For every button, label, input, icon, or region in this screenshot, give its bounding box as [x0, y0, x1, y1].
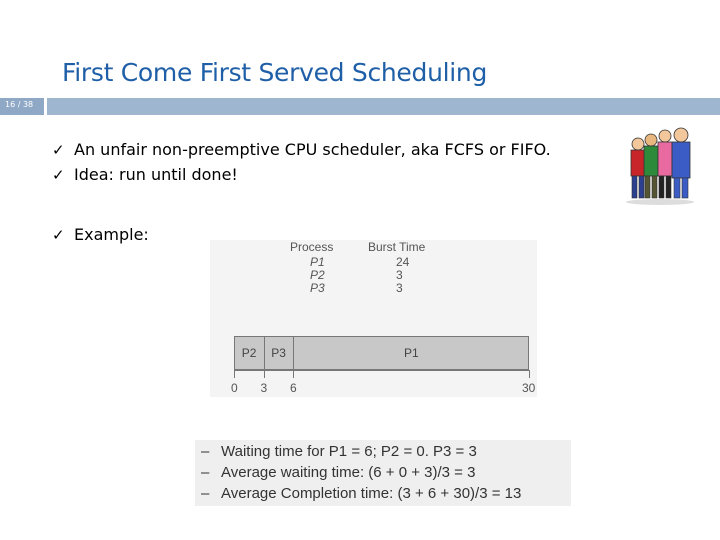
- gantt-tick: [293, 370, 294, 378]
- fcfs-example-figure: [210, 240, 537, 397]
- dash-bullet: –: [201, 443, 210, 460]
- burst-cell: 24: [396, 255, 410, 269]
- burst-cell: 3: [396, 281, 403, 295]
- waiting-times-line: [201, 443, 477, 460]
- gantt-segment-label: P3: [271, 346, 286, 360]
- checkmark-icon: ✓: [52, 226, 65, 244]
- bullet-1-text: An unfair non-preemptive CPU scheduler, aka FCFS or FIFO.: [74, 140, 551, 159]
- waiting-times-text: Waiting time for P1 = 6; P2 = 0. P3 = 3: [221, 443, 477, 460]
- bullet-3-text: Example:: [74, 225, 149, 244]
- gantt-segment-p1: [294, 337, 530, 369]
- dash-bullet: –: [201, 464, 210, 481]
- gantt-tick-label: 0: [231, 381, 238, 395]
- average-completion-text: Average Completion time: (3 + 6 + 30)/3 = 13: [221, 485, 522, 502]
- process-cell: P1: [310, 255, 325, 269]
- gantt-axis: [234, 370, 529, 371]
- gantt-tick-label: 30: [522, 381, 536, 395]
- process-cell: P3: [310, 281, 325, 295]
- title-underline-bar: [47, 98, 720, 115]
- burst-time-header: Burst Time: [368, 240, 426, 254]
- gantt-segment-p2: [235, 337, 265, 369]
- bullet-1: [52, 140, 551, 159]
- bullet-3: [52, 225, 149, 244]
- burst-cell: 3: [396, 268, 403, 282]
- people-queue-clipart: [624, 126, 696, 206]
- average-waiting-text: Average waiting time: (6 + 0 + 3)/3 = 3: [221, 464, 476, 481]
- process-header: Process: [290, 240, 334, 254]
- gantt-segment-label: P2: [241, 346, 257, 360]
- average-completion-line: [201, 485, 521, 502]
- gantt-tick: [529, 370, 530, 378]
- gantt-tick: [264, 370, 265, 378]
- gantt-tick-label: 3: [260, 381, 268, 395]
- gantt-segment-label: P1: [404, 346, 419, 360]
- gantt-segment-p3: [265, 337, 295, 369]
- checkmark-icon: ✓: [52, 166, 65, 184]
- results-box: [195, 440, 571, 506]
- gantt-tick-label: 6: [290, 381, 297, 395]
- slide-number-box: [0, 98, 44, 115]
- slide-title: First Come First Served Scheduling: [62, 58, 488, 87]
- checkmark-icon: ✓: [52, 141, 65, 159]
- slide-number: 16 / 38: [5, 100, 34, 109]
- bullet-2-text: Idea: run until done!: [74, 165, 238, 184]
- gantt-chart-bar: [234, 336, 529, 370]
- gantt-tick: [234, 370, 235, 378]
- bullet-2: [52, 165, 238, 184]
- average-waiting-line: [201, 464, 475, 481]
- process-cell: P2: [310, 268, 325, 282]
- dash-bullet: –: [201, 485, 210, 502]
